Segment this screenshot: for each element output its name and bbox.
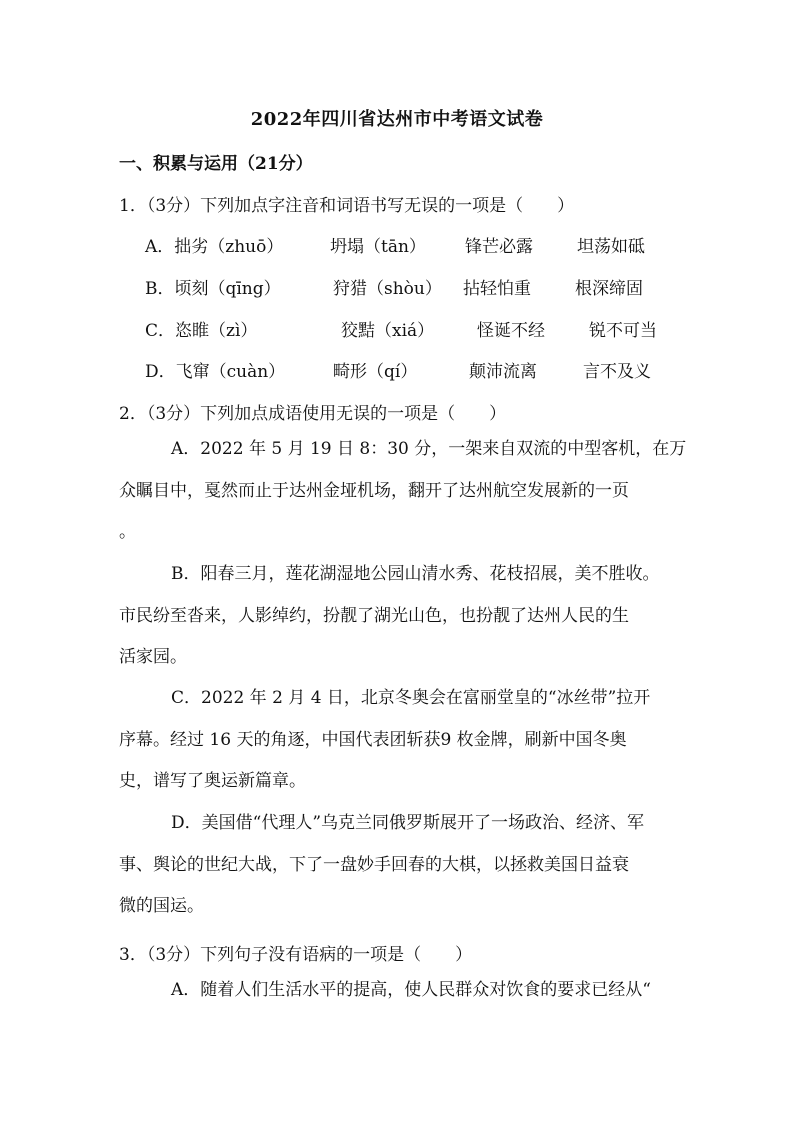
option-a-word-2: 坍塌（tān） — [330, 237, 426, 257]
option-a-word-4: 坦荡如砥 — [577, 237, 645, 257]
q2-a-line-2: 众瞩目中，戛然而止于达州金垭机场，翻开了达州航空发展新的一页 — [119, 480, 629, 501]
option-b-word-1: B．顷刻（qīng） — [145, 279, 281, 299]
q2-c-line-3: 史，谱写了奥运新篇章。 — [119, 771, 306, 791]
option-b-word-4: 根深缔固 — [575, 279, 643, 299]
section-heading: 一、积累与运用（21分） — [119, 154, 313, 174]
question-3-option-a — [119, 970, 679, 1012]
q2-d-line-3: 微的国运。 — [119, 896, 204, 916]
question-2-option-a — [119, 429, 687, 554]
option-c-word-2: 狡黠（xiá） — [341, 321, 435, 341]
question-2-option-b — [119, 554, 679, 679]
option-c-word-3: 怪诞不经 — [477, 321, 545, 341]
q2-b-line-2: 市民纷至沓来，人影绰约，扮靓了湖光山色，也扮靓了达州人民的生 — [119, 605, 629, 626]
option-a-word-3: 锋芒必露 — [465, 237, 533, 257]
question-2-option-c — [119, 678, 679, 803]
option-b-word-2: 狩猎（shòu） — [333, 279, 442, 299]
q2-b-line-1: B．阳春三月，莲花湖湿地公园山清水秀、花枝招展，美不胜收。 — [171, 564, 660, 584]
q2-d-line-2: 事、舆论的世纪大战，下了一盘妙手回春的大棋，以拯救美国日益衰 — [119, 854, 629, 875]
option-c-word-1: C．恣睢（zì） — [145, 321, 258, 341]
option-a-word-1: A．拙劣（zhuō） — [145, 237, 284, 257]
option-b-word-3: 拈轻怕重 — [463, 279, 531, 299]
q2-d-line-1: D．美国借“代理人”乌克兰同俄罗斯展开了一场政治、经济、军 — [171, 813, 645, 833]
q2-a-line-1: A．2022 年 5 月 19 日 8：30 分，一架来自双流的中型客机，在万 — [171, 439, 687, 459]
q3-a-line-1: A．随着人们生活水平的提高，使人民群众对饮食的要求已经从“ — [171, 980, 651, 1000]
option-d-word-1: D．飞窜（cuàn） — [145, 362, 286, 382]
option-d-word-4: 言不及义 — [583, 362, 651, 382]
option-c-word-4: 锐不可当 — [589, 321, 657, 341]
q2-b-line-3: 活家园。 — [119, 647, 187, 667]
page-title: 2022年四川省达州市中考语文试卷 — [250, 109, 544, 130]
q2-a-line-3: 。 — [119, 522, 136, 542]
q2-c-line-1: C．2022 年 2 月 4 日，北京冬奥会在富丽堂皇的“冰丝带”拉开 — [171, 688, 651, 708]
option-d-word-3: 颠沛流离 — [469, 362, 537, 382]
question-1-stem: 1．（3分）下列加点字注音和词语书写无误的一项是（ ） — [119, 196, 575, 216]
question-2-stem: 2．（3分）下列加点成语使用无误的一项是（ ） — [119, 404, 507, 424]
option-d-word-2: 畸形（qí） — [333, 362, 418, 382]
question-2-option-d — [119, 803, 679, 928]
question-3-stem: 3．（3分）下列句子没有语病的一项是（ ） — [119, 945, 473, 965]
q2-c-line-2: 序幕。经过 16 天的角逐，中国代表团斩获9 枚金牌，刷新中国冬奥 — [119, 729, 627, 750]
